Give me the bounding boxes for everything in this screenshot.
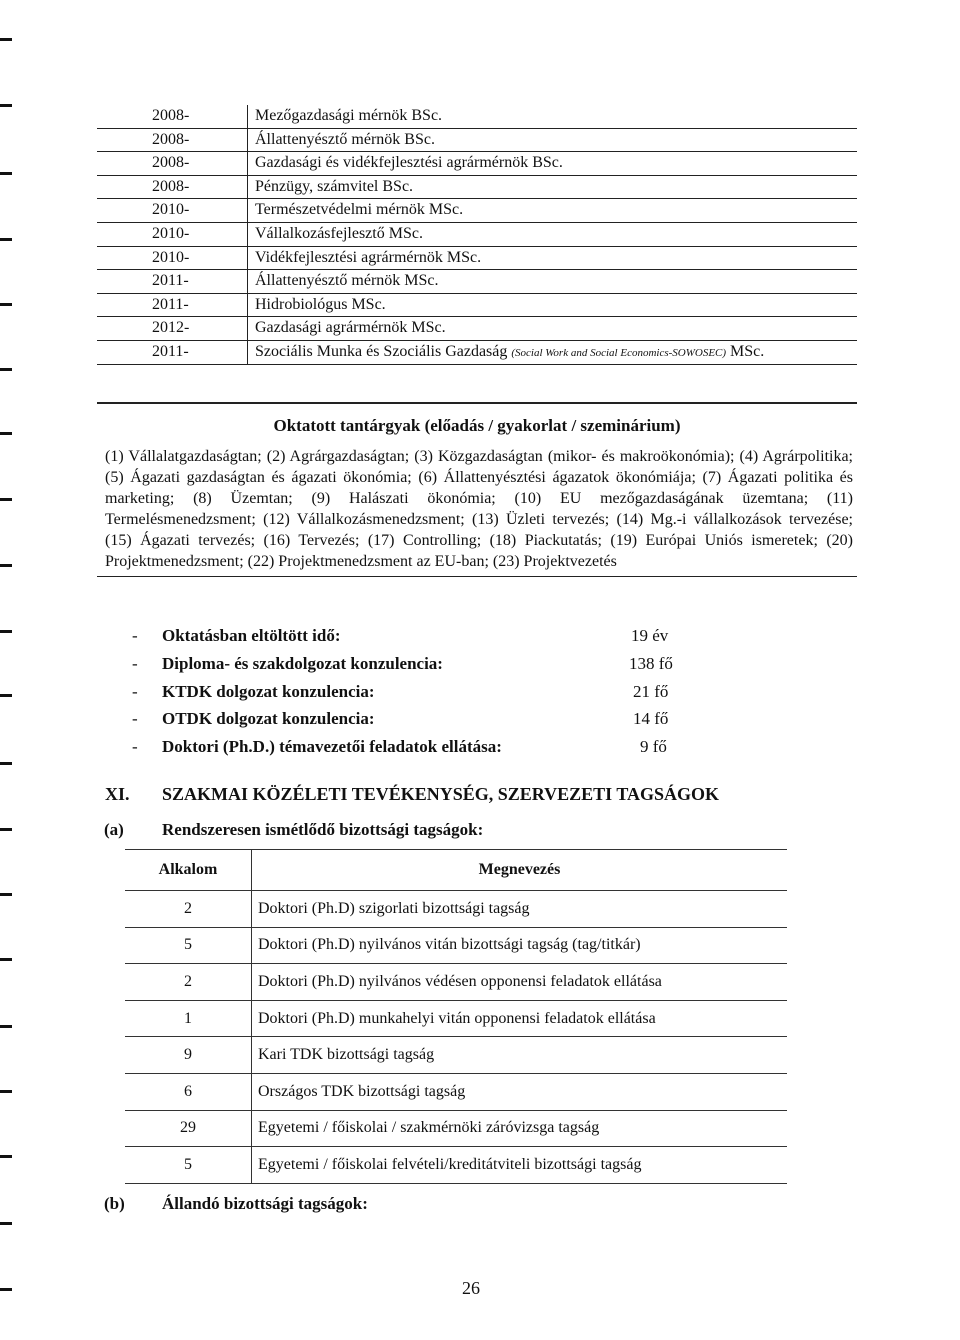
cell-name: Doktori (Ph.D) nyilvános védésen opponensi feladatok ellátása	[252, 964, 788, 1001]
stat-dash: -	[132, 709, 138, 728]
program-year: 2008-	[152, 130, 190, 148]
edge-tick	[0, 104, 12, 107]
table-row	[125, 1000, 787, 1037]
stat-label: OTDK dolgozat konzulencia:	[162, 709, 375, 728]
section-number: XI.	[105, 784, 130, 804]
stat-dash: -	[132, 737, 138, 756]
edge-tick	[0, 38, 12, 41]
program-name: Pénzügy, számvitel BSc.	[255, 177, 414, 195]
program-row	[97, 176, 857, 200]
program-year: 2011-	[152, 342, 189, 360]
page-number: 26	[462, 1278, 480, 1298]
program-year: 2008-	[152, 177, 190, 195]
program-year: 2011-	[152, 295, 189, 313]
cell-count: 5	[125, 1147, 252, 1184]
program-name: Vidékfejlesztési agrármérnök MSc.	[255, 248, 482, 266]
stat-dash: -	[132, 626, 138, 645]
program-name-end: MSc.	[726, 342, 765, 360]
cell-name: Országos TDK bizottsági tagság	[252, 1073, 788, 1110]
edge-tick	[0, 238, 12, 241]
program-name: Mezőgazdasági mérnök BSc.	[255, 107, 443, 124]
cell-count: 2	[125, 891, 252, 928]
program-year: 2010-	[152, 224, 190, 242]
edge-tick	[0, 1288, 12, 1291]
cell-count: 5	[125, 927, 252, 964]
program-name: Állattenyésztő mérnök BSc.	[255, 130, 435, 148]
program-year: 2010-	[152, 248, 190, 266]
table-row	[125, 891, 787, 928]
program-year: 2008-	[152, 154, 190, 172]
program-row	[97, 199, 857, 223]
edge-tick	[0, 893, 12, 896]
program-row	[97, 105, 857, 129]
program-name: Gazdasági agrármérnök MSc.	[255, 319, 446, 337]
program-row	[97, 294, 857, 318]
stat-value: 21 fő	[633, 682, 669, 701]
program-name: Természetvédelmi mérnök MSc.	[255, 201, 464, 219]
edge-tick	[0, 630, 12, 633]
cell-name: Egyetemi / főiskolai / szakmérnöki záróvizsga tagság	[252, 1110, 788, 1147]
column-header-name: Megnevezés	[252, 850, 788, 891]
program-row	[97, 129, 857, 153]
stat-label: Diploma- és szakdolgozat konzulencia:	[162, 654, 443, 673]
edge-tick	[0, 762, 12, 765]
cell-count: 6	[125, 1073, 252, 1110]
edge-tick	[0, 828, 12, 831]
stat-label: Oktatásban eltöltött idő:	[162, 626, 341, 645]
edge-tick	[0, 368, 12, 371]
courses-heading: Oktatott tantárgyak (előadás / gyakorlat / szeminárium)	[273, 416, 681, 435]
courses-box	[97, 402, 857, 577]
program-row	[97, 317, 857, 341]
cell-name: Doktori (Ph.D) szigorlati bizottsági tagság	[252, 891, 788, 928]
table-row	[125, 927, 787, 964]
column-header-count: Alkalom	[125, 850, 252, 891]
subsection-b-label: (b)	[104, 1194, 125, 1213]
table-row	[125, 1110, 787, 1147]
cell-name: Doktori (Ph.D) nyilvános vitán bizottsági tagság (tag/titkár)	[252, 927, 788, 964]
edge-tick	[0, 498, 12, 501]
stat-dash: -	[132, 682, 138, 701]
committee-table	[125, 849, 787, 1184]
edge-tick	[0, 958, 12, 961]
edge-tick	[0, 564, 12, 567]
edge-tick	[0, 1025, 12, 1028]
stat-value: 138 fő	[629, 654, 673, 673]
table-row	[125, 964, 787, 1001]
program-row	[97, 270, 857, 294]
stat-value: 14 fő	[633, 709, 669, 728]
program-table	[97, 105, 857, 365]
edge-tick	[0, 1090, 12, 1093]
cell-count: 29	[125, 1110, 252, 1147]
table-header-row	[125, 850, 787, 891]
stat-label: Doktori (Ph.D.) témavezetői feladatok ellátása:	[162, 737, 502, 756]
program-year: 2008-	[152, 107, 190, 124]
program-name	[255, 343, 764, 361]
cell-name: Egyetemi / főiskolai felvételi/kreditátviteli bizottsági tagság	[252, 1147, 788, 1184]
stat-label: KTDK dolgozat konzulencia:	[162, 682, 375, 701]
program-row	[97, 247, 857, 271]
program-name: Állattenyésztő mérnök MSc.	[255, 272, 439, 290]
stat-value: 19 év	[631, 626, 669, 645]
program-name-english: (Social Work and Social Economics-SOWOSEC)	[511, 346, 727, 359]
edge-tick	[0, 172, 12, 175]
table-row	[125, 1147, 787, 1184]
table-row	[125, 1073, 787, 1110]
cell-name: Kari TDK bizottsági tagság	[252, 1037, 788, 1074]
subsection-a-label: (a)	[104, 820, 124, 839]
subsection-b-title: Állandó bizottsági tagságok:	[162, 1194, 368, 1213]
table-row	[125, 1037, 787, 1074]
program-row	[97, 341, 857, 365]
program-name: Gazdasági és vidékfejlesztési agrármérnök BSc.	[255, 154, 563, 172]
cell-count: 1	[125, 1000, 252, 1037]
stat-value: 9 fő	[640, 737, 667, 756]
edge-tick	[0, 303, 12, 306]
edge-tick	[0, 1222, 12, 1225]
edge-tick	[0, 1155, 12, 1158]
edge-tick	[0, 432, 12, 435]
cell-count: 2	[125, 964, 252, 1001]
program-row	[97, 152, 857, 176]
stat-dash: -	[132, 654, 138, 673]
program-year: 2011-	[152, 272, 189, 290]
subsection-a-title: Rendszeresen ismétlődő bizottsági tagságok:	[162, 820, 484, 839]
courses-text: (1) Vállalatgazdaságtan; (2) Agrárgazdaságtan; (3) Közgazdaságtan (mikor- és makroökonómia); (4) Agrárpolitika; (5) Ágazati gazdaságtan és ágazati ökonómia; (6) Állattenyésztési ágazatok ökonómiája; (7) Ágazati politika és marketing; (8) Üzemtan; (9) Halászati ökonómia; (10) EU mezőgazdaságának üzemtana; (11) Termelésmenedzsment; (12) Vállalkozásmenedzsment; (13) Üzleti tervezés; (14) Mg.-i vállalkozások tervezése; (15) Ágazati tervezés; (16) Tervezés; (17) Controlling; (18) Piackutatás; (19) Európai Uniós ismeretek; (20) Projektmenedzsment; (22) Projektmenedzsment az EU-ban; (23) Projektvezetés	[105, 448, 853, 570]
cell-name: Doktori (Ph.D) munkahelyi vitán opponensi feladatok ellátása	[252, 1000, 788, 1037]
program-name: Vállalkozásfejlesztő MSc.	[255, 224, 423, 242]
program-row	[97, 223, 857, 247]
program-year: 2012-	[152, 319, 190, 337]
program-name: Hidrobiológus MSc.	[255, 295, 386, 313]
edge-tick	[0, 694, 12, 697]
program-name-start: Szociális Munka és Szociális Gazdaság	[255, 342, 512, 360]
section-title: SZAKMAI KÖZÉLETI TEVÉKENYSÉG, SZERVEZETI TAGSÁGOK	[162, 784, 720, 804]
cell-count: 9	[125, 1037, 252, 1074]
program-year: 2010-	[152, 201, 190, 219]
